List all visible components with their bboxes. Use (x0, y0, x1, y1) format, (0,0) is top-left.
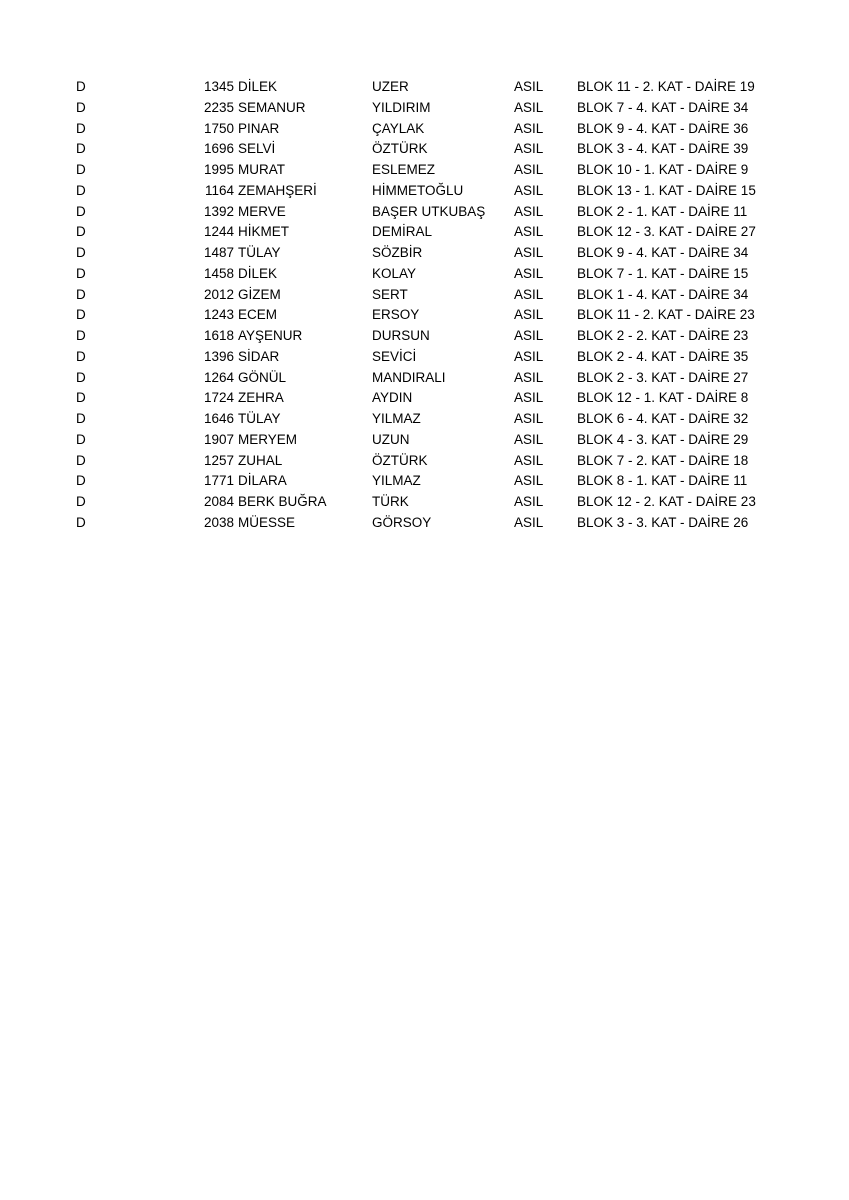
group-cell: D (76, 411, 86, 426)
group-cell: D (76, 390, 86, 406)
table-row (0, 243, 849, 264)
last-name-cell: YILMAZ (372, 411, 421, 426)
table-row (0, 347, 849, 368)
address-cell: BLOK 8 - 1. KAT - DAİRE 11 (577, 473, 748, 489)
address-cell: BLOK 2 - 2. KAT - DAİRE 23 (577, 328, 749, 343)
last-name-cell: UZER (372, 79, 409, 94)
address-cell: BLOK 12 - 2. KAT - DAİRE 23 (577, 494, 756, 509)
last-name-cell: MANDIRALI (372, 369, 446, 385)
first-name-cell: PINAR (238, 120, 280, 136)
status-cell: ASIL (514, 286, 544, 302)
number-cell: 1487 (203, 245, 234, 260)
table-row (0, 160, 849, 181)
address-cell: BLOK 11 - 2. KAT - DAİRE 19 (577, 79, 755, 94)
last-name-cell: SERT (372, 286, 408, 302)
first-name-cell: SEMANUR (238, 99, 306, 115)
table-row (0, 409, 849, 430)
group-cell: D (76, 307, 86, 323)
last-name-cell: YILMAZ (372, 473, 421, 489)
number-cell: 2038 (203, 514, 234, 530)
group-cell: D (76, 473, 86, 489)
first-name-cell: MURAT (238, 162, 285, 177)
table-row (0, 181, 849, 202)
number-cell: 1264 (203, 369, 234, 385)
group-cell: D (76, 328, 86, 343)
group-cell: D (76, 79, 86, 94)
table-row (0, 451, 849, 472)
status-cell: ASIL (514, 203, 544, 219)
first-name-cell: ZEHRA (238, 390, 284, 406)
status-cell: ASIL (514, 141, 544, 157)
number-cell: 1771 (203, 473, 234, 489)
address-cell: BLOK 10 - 1. KAT - DAİRE 9 (577, 162, 749, 177)
last-name-cell: GÖRSOY (372, 514, 432, 530)
table-row (0, 471, 849, 492)
table-row (0, 492, 849, 513)
group-cell: D (76, 182, 86, 198)
last-name-cell: DEMİRAL (372, 224, 433, 240)
status-cell: ASIL (514, 390, 544, 406)
last-name-cell: ÖZTÜRK (372, 141, 428, 157)
number-cell: 1646 (203, 411, 234, 426)
status-cell: ASIL (514, 265, 544, 281)
last-name-cell: KOLAY (372, 265, 417, 281)
address-cell: BLOK 12 - 1. KAT - DAİRE 8 (577, 390, 749, 406)
number-cell: 1392 (203, 203, 234, 219)
status-cell: ASIL (514, 431, 544, 447)
status-cell: ASIL (514, 473, 544, 489)
group-cell: D (76, 162, 86, 177)
table-row (0, 222, 849, 243)
first-name-cell: GİZEM (238, 286, 281, 302)
number-cell: 1724 (203, 390, 234, 406)
number-cell: 1750 (203, 120, 234, 136)
last-name-cell: SÖZBİR (372, 245, 423, 260)
address-cell: BLOK 2 - 3. KAT - DAİRE 27 (577, 369, 749, 385)
group-cell: D (76, 141, 86, 157)
number-cell: 2012 (203, 286, 234, 302)
group-cell: D (76, 286, 86, 302)
status-cell: ASIL (514, 245, 544, 260)
address-cell: BLOK 3 - 4. KAT - DAİRE 39 (577, 141, 749, 157)
status-cell: ASIL (514, 162, 544, 177)
first-name-cell: SİDAR (238, 348, 280, 364)
address-cell: BLOK 7 - 2. KAT - DAİRE 18 (577, 452, 749, 468)
number-cell: 1345 (203, 79, 234, 94)
group-cell: D (76, 265, 86, 281)
group-cell: D (76, 224, 86, 240)
group-cell: D (76, 203, 86, 219)
status-cell: ASIL (514, 348, 544, 364)
last-name-cell: TÜRK (372, 494, 409, 509)
group-cell: D (76, 494, 86, 509)
last-name-cell: HİMMETOĞLU (372, 182, 464, 198)
first-name-cell: ECEM (238, 307, 278, 323)
address-cell: BLOK 12 - 3. KAT - DAİRE 27 (577, 224, 756, 240)
group-cell: D (76, 120, 86, 136)
number-cell: 1257 (203, 452, 234, 468)
number-cell: 1995 (203, 162, 234, 177)
first-name-cell: BERK BUĞRA (238, 494, 327, 509)
address-cell: BLOK 9 - 4. KAT - DAİRE 34 (577, 245, 749, 260)
status-cell: ASIL (514, 494, 544, 509)
first-name-cell: TÜLAY (238, 411, 281, 426)
last-name-cell: ERSOY (372, 307, 420, 323)
table-row (0, 139, 849, 160)
first-name-cell: DİLEK (238, 79, 278, 94)
last-name-cell: UZUN (372, 431, 410, 447)
status-cell: ASIL (514, 182, 544, 198)
last-name-cell: AYDIN (372, 390, 413, 406)
address-cell: BLOK 13 - 1. KAT - DAİRE 15 (577, 182, 756, 198)
number-cell: 2084 (203, 494, 234, 509)
number-cell: 1696 (203, 141, 234, 157)
allocation-table (0, 77, 849, 534)
group-cell: D (76, 431, 86, 447)
first-name-cell: DİLARA (238, 473, 287, 489)
number-cell: 1244 (203, 224, 234, 240)
status-cell: ASIL (514, 369, 544, 385)
last-name-cell: ÖZTÜRK (372, 452, 428, 468)
table-row (0, 119, 849, 140)
last-name-cell: ESLEMEZ (372, 162, 436, 177)
status-cell: ASIL (514, 328, 544, 343)
address-cell: BLOK 2 - 1. KAT - DAİRE 11 (577, 203, 748, 219)
number-cell: 1907 (203, 431, 234, 447)
number-cell: 1164 (204, 182, 234, 198)
address-cell: BLOK 2 - 4. KAT - DAİRE 35 (577, 348, 749, 364)
first-name-cell: ZUHAL (238, 452, 283, 468)
first-name-cell: TÜLAY (238, 245, 281, 260)
group-cell: D (76, 514, 86, 530)
last-name-cell: BAŞER UTKUBAŞ (372, 203, 486, 219)
group-cell: D (76, 452, 86, 468)
address-cell: BLOK 6 - 4. KAT - DAİRE 32 (577, 411, 749, 426)
group-cell: D (76, 369, 86, 385)
number-cell: 2235 (203, 99, 234, 115)
table-row (0, 430, 849, 451)
table-row (0, 202, 849, 223)
address-cell: BLOK 7 - 1. KAT - DAİRE 15 (577, 265, 749, 281)
address-cell: BLOK 11 - 2. KAT - DAİRE 23 (577, 307, 755, 323)
first-name-cell: MERVE (238, 203, 286, 219)
number-cell: 1458 (203, 265, 234, 281)
table-row (0, 368, 849, 389)
first-name-cell: AYŞENUR (238, 328, 303, 343)
last-name-cell: DURSUN (372, 328, 430, 343)
table-row (0, 326, 849, 347)
first-name-cell: MERYEM (238, 431, 298, 447)
number-cell: 1396 (203, 348, 234, 364)
number-cell: 1243 (203, 307, 234, 323)
group-cell: D (76, 99, 86, 115)
group-cell: D (76, 245, 86, 260)
address-cell: BLOK 3 - 3. KAT - DAİRE 26 (577, 514, 749, 530)
table-row (0, 305, 849, 326)
status-cell: ASIL (514, 452, 544, 468)
first-name-cell: DİLEK (238, 265, 278, 281)
status-cell: ASIL (514, 99, 544, 115)
status-cell: ASIL (514, 514, 544, 530)
first-name-cell: SELVİ (238, 141, 276, 157)
status-cell: ASIL (514, 411, 544, 426)
last-name-cell: ÇAYLAK (372, 120, 425, 136)
first-name-cell: ZEMAHŞERİ (238, 182, 317, 198)
table-row (0, 388, 849, 409)
address-cell: BLOK 7 - 4. KAT - DAİRE 34 (577, 99, 749, 115)
number-cell: 1618 (203, 328, 234, 343)
table-row (0, 98, 849, 119)
table-row (0, 513, 849, 534)
address-cell: BLOK 1 - 4. KAT - DAİRE 34 (577, 286, 749, 302)
status-cell: ASIL (514, 79, 544, 94)
first-name-cell: GÖNÜL (238, 369, 287, 385)
status-cell: ASIL (514, 224, 544, 240)
table-row (0, 264, 849, 285)
last-name-cell: SEVİCİ (372, 348, 417, 364)
first-name-cell: MÜESSE (238, 514, 296, 530)
first-name-cell: HİKMET (238, 224, 290, 240)
table-row (0, 285, 849, 306)
last-name-cell: YILDIRIM (372, 99, 431, 115)
table-row (0, 77, 849, 98)
address-cell: BLOK 4 - 3. KAT - DAİRE 29 (577, 431, 749, 447)
address-cell: BLOK 9 - 4. KAT - DAİRE 36 (577, 120, 749, 136)
group-cell: D (76, 348, 86, 364)
status-cell: ASIL (514, 307, 544, 323)
status-cell: ASIL (514, 120, 544, 136)
